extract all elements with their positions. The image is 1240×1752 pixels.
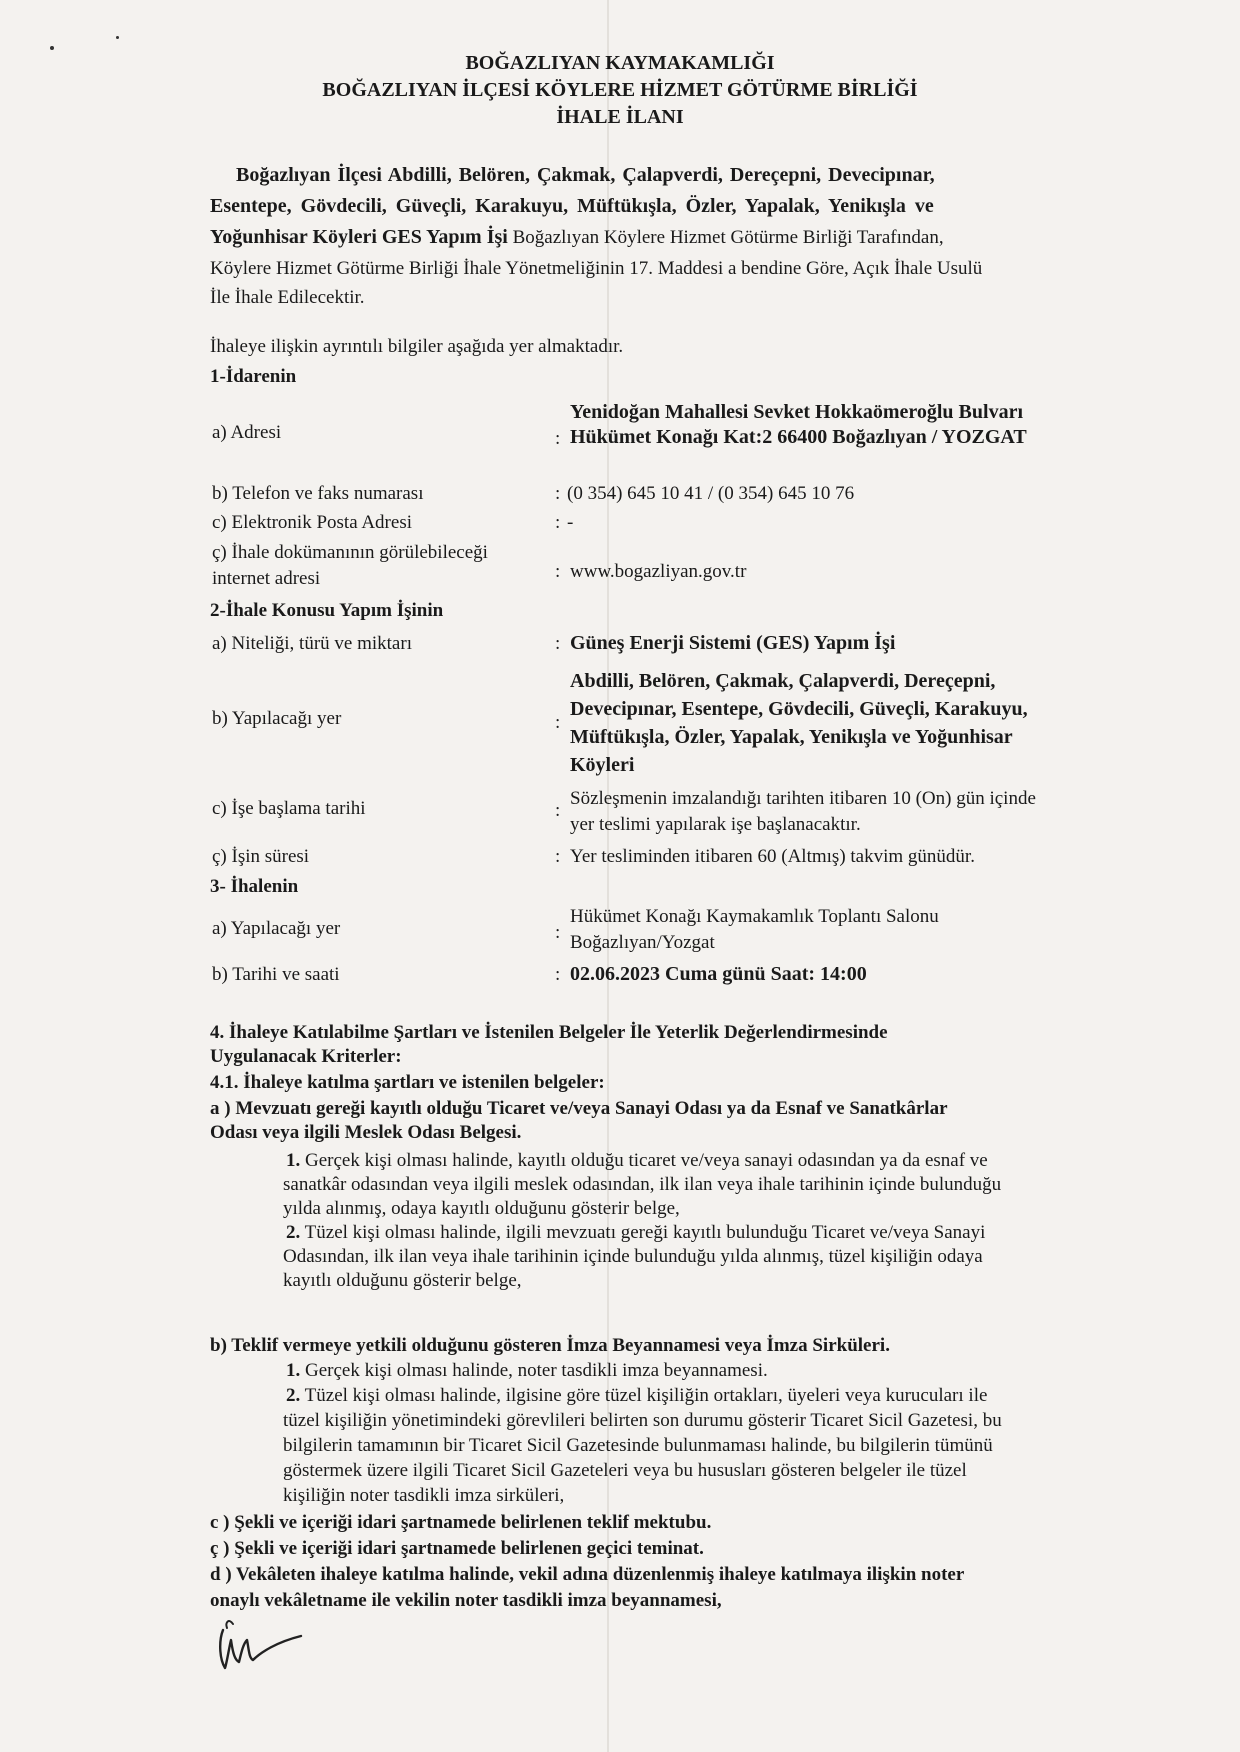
item-d-line-1: d ) Vekâleten ihaleye katılma halinde, vekil adına düzenlenmiş ihaleye katılmaya ilişkin noter <box>210 1564 965 1585</box>
phone-value: (0 354) 645 10 41 / (0 354) 645 10 76 <box>567 483 855 504</box>
tender-date-label: b) Tarihi ve saati <box>212 964 340 985</box>
nature-value: Güneş Enerji Sistemi (GES) Yapım İşi <box>570 632 896 654</box>
colon: : <box>555 483 561 504</box>
item-a-line-1: a ) Mevzuatı gereği kayıtlı olduğu Ticaret ve/veya Sanayi Odası ya da Esnaf ve Sanatkârlar <box>210 1098 948 1119</box>
item-a1-line-2: sanatkâr odasından veya ilgili meslek odasından, ilk ilan veya ihale tarihinin içinde bulunduğu <box>283 1174 1002 1195</box>
intro-line-3-rest: Boğazlıyan Köylere Hizmet Götürme Birliği Tarafından, <box>507 227 944 248</box>
item-cc: ç ) Şekli ve içeriği idari şartnamede belirlenen geçici teminat. <box>210 1538 704 1559</box>
address-label: a) Adresi <box>212 422 282 443</box>
item-a2-text: Tüzel kişi olması halinde, ilgili mevzuatı gereği kayıtlı bulunduğu Ticaret ve/veya Sanayi <box>300 1222 986 1243</box>
scan-speck <box>116 36 119 39</box>
item-b2-line-5: kişiliğin noter tasdikli imza sirküleri, <box>283 1485 565 1506</box>
colon: : <box>555 512 561 533</box>
section-4-1-title: 4.1. İhaleye katılma şartları ve istenilen belgeler: <box>210 1072 605 1093</box>
duration-label: ç) İşin süresi <box>212 846 310 867</box>
section-4-title-line-2: Uygulanacak Kriterler: <box>210 1046 402 1067</box>
item-b2-text: Tüzel kişi olması halinde, ilgisine göre tüzel kişiliğin ortakları, üyeleri veya kurucuları ile <box>300 1385 988 1406</box>
item-d-line-2: onaylı vekâletname ile vekilin noter tasdikli imza beyannamesi, <box>210 1590 722 1611</box>
item-a1-line-1 <box>286 1150 988 1172</box>
tender-place-label: a) Yapılacağı yer <box>212 918 341 939</box>
item-b2-line-2: tüzel kişiliğin yönetimindeki görevlileri belirten son durumu gösterir Ticaret Sicil Gazetesi, bu <box>283 1410 1002 1431</box>
item-a2-line-3: kayıtlı olduğunu gösterir belge, <box>283 1270 522 1291</box>
colon: : <box>555 712 561 733</box>
colon: : <box>555 633 561 654</box>
item-a2-line-1 <box>286 1222 985 1244</box>
web-value: www.bogazliyan.gov.tr <box>570 561 747 582</box>
intro-line-1: Boğazlıyan İlçesi Abdilli, Belören, Çakmak, Çalapverdi, Dereçepni, Devecipınar, <box>236 164 935 186</box>
details-intro: İhaleye ilişkin ayrıntılı bilgiler aşağıda yer almaktadır. <box>210 336 624 357</box>
header-institution: BOĞAZLIYAN KAYMAKAMLIĞI <box>465 52 775 74</box>
work-place-line-3: Müftükışla, Özler, Yapalak, Yenikışla ve Yoğunhisar <box>570 726 1013 748</box>
handwritten-signature <box>205 1600 325 1685</box>
item-b2-line-3: bilgilerin tamamının bir Ticaret Sicil Gazetesinde bulunmaması halinde, bu bilgilerin tümünü <box>283 1435 993 1456</box>
address-line-1: Yenidoğan Mahallesi Sevket Hokkaömeroğlu Bulvarı <box>570 401 1024 423</box>
web-label-line-1: ç) İhale dokümanının görülebileceği <box>212 542 488 563</box>
colon: : <box>555 922 561 943</box>
phone-label: b) Telefon ve faks numarası <box>212 483 424 504</box>
email-label: c) Elektronik Posta Adresi <box>212 512 412 533</box>
address-line-2: Hükümet Konağı Kat:2 66400 Boğazlıyan / YOZGAT <box>570 426 1027 448</box>
header-notice-title: İHALE İLANI <box>556 106 684 128</box>
tender-date-value: 02.06.2023 Cuma günü Saat: 14:00 <box>570 963 867 985</box>
nature-label: a) Niteliği, türü ve miktarı <box>212 633 412 654</box>
section-2-title: 2-İhale Konusu Yapım İşinin <box>210 600 444 621</box>
item-b2-line-4: göstermek üzere ilgili Ticaret Sicil Gazeteleri veya bu hususları gösteren belgeler ile tüzel <box>283 1460 967 1481</box>
header-union: BOĞAZLIYAN İLÇESİ KÖYLERE HİZMET GÖTÜRME BİRLİĞİ <box>322 79 918 101</box>
colon: : <box>555 964 561 985</box>
item-b1-number: 1. <box>286 1360 301 1381</box>
intro-line-5: İle İhale Edilecektir. <box>210 287 365 308</box>
item-a1-line-3: yılda alınmış, odaya kayıtlı olduğunu gösterir belge, <box>283 1198 680 1219</box>
scan-speck <box>50 46 54 50</box>
colon: : <box>555 428 561 449</box>
section-4-title-line-1: 4. İhaleye Katılabilme Şartları ve İstenilen Belgeler İle Yeterlik Değerlendirmesinde <box>210 1022 888 1043</box>
item-b1-text: Gerçek kişi olması halinde, noter tasdikli imza beyannamesi. <box>300 1360 768 1381</box>
work-place-line-2: Devecipınar, Esentepe, Gövdecili, Güveçli, Karakuyu, <box>570 698 1028 720</box>
item-b1-line-1 <box>286 1360 768 1382</box>
intro-project-name: Yoğunhisar Köyleri GES Yapım İşi <box>210 226 508 248</box>
web-label-line-2: internet adresi <box>212 568 321 589</box>
work-place-label: b) Yapılacağı yer <box>212 708 342 729</box>
item-b-title: b) Teklif vermeye yetkili olduğunu gösteren İmza Beyannamesi veya İmza Sirküleri. <box>210 1335 890 1356</box>
start-date-line-1: Sözleşmenin imzalandığı tarihten itibaren 10 (On) gün içinde <box>570 788 1036 809</box>
colon: : <box>555 846 561 867</box>
item-b2-line-1 <box>286 1385 987 1407</box>
colon: : <box>555 561 561 582</box>
item-a2-line-2: Odasından, ilk ilan veya ihale tarihinin içinde bulunduğu yılda alınmış, tüzel kişiliğin odaya <box>283 1246 983 1267</box>
work-place-line-1: Abdilli, Belören, Çakmak, Çalapverdi, Dereçepni, <box>570 670 996 692</box>
intro-line-4: Köylere Hizmet Götürme Birliği İhale Yönetmeliğinin 17. Maddesi a bendine Göre, Açık İhale Usulü <box>210 258 983 279</box>
tender-place-line-2: Boğazlıyan/Yozgat <box>570 932 715 953</box>
section-3-title: 3- İhalenin <box>210 876 299 897</box>
colon: : <box>555 800 561 821</box>
item-a-line-2: Odası veya ilgili Meslek Odası Belgesi. <box>210 1122 522 1143</box>
duration-value: Yer tesliminden itibaren 60 (Altmış) takvim günüdür. <box>570 846 975 867</box>
start-date-label: c) İşe başlama tarihi <box>212 798 366 819</box>
work-place-line-4: Köyleri <box>570 754 635 776</box>
item-a1-number: 1. <box>286 1150 301 1171</box>
tender-place-line-1: Hükümet Konağı Kaymakamlık Toplantı Salonu <box>570 906 939 927</box>
email-value: - <box>567 512 574 533</box>
item-a2-number: 2. <box>286 1222 301 1243</box>
item-b2-number: 2. <box>286 1385 301 1406</box>
item-c: c ) Şekli ve içeriği idari şartnamede belirlenen teklif mektubu. <box>210 1512 712 1533</box>
intro-line-2: Esentepe, Gövdecili, Güveçli, Karakuyu, Müftükışla, Özler, Yapalak, Yenikışla ve <box>210 195 934 217</box>
start-date-line-2: yer teslimi yapılarak işe başlanacaktır. <box>570 814 861 835</box>
item-a1-text: Gerçek kişi olması halinde, kayıtlı olduğu ticaret ve/veya sanayi odasından ya da esnaf ve <box>300 1150 988 1171</box>
intro-line-3 <box>210 222 944 253</box>
section-1-title: 1-İdarenin <box>210 366 297 387</box>
